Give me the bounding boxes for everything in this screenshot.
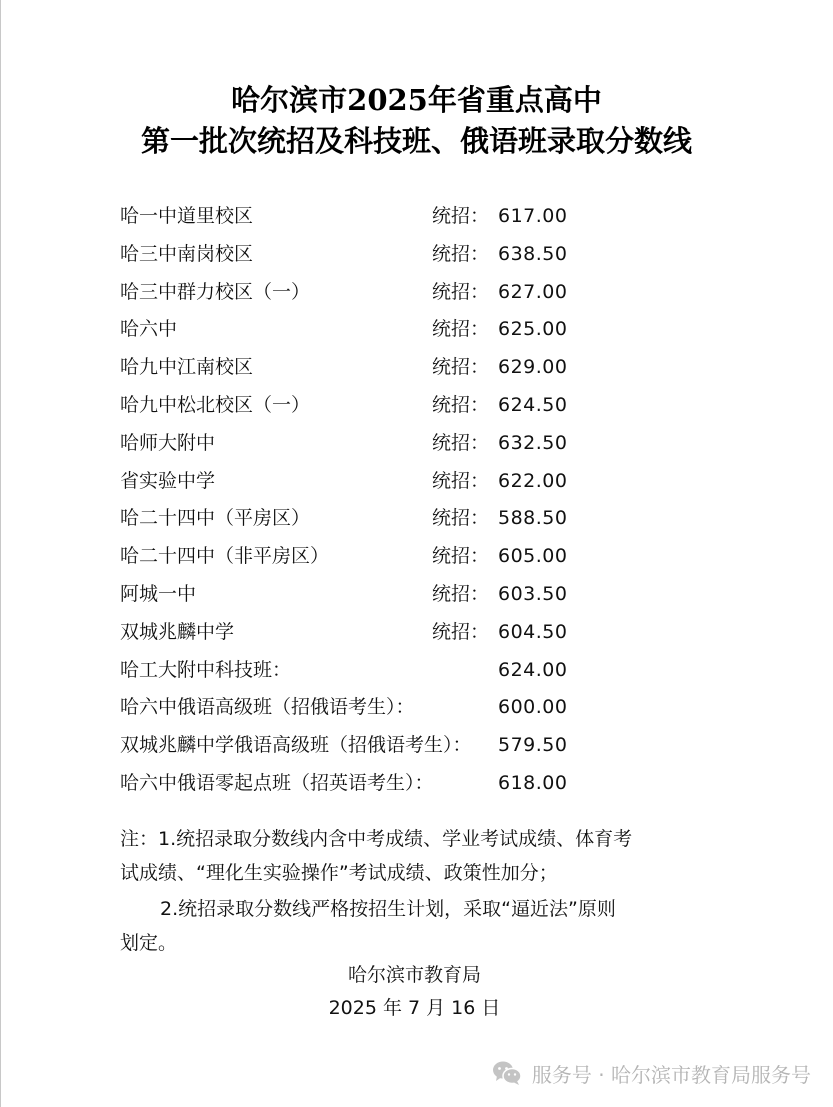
cutoff-score: 622.00 xyxy=(498,469,568,492)
score-row xyxy=(120,766,760,804)
score-row xyxy=(120,653,760,691)
admission-category: 统招： xyxy=(432,242,490,265)
school-name: 哈六中俄语零起点班（招英语考生）： xyxy=(120,771,434,794)
admission-category: 统招： xyxy=(432,545,490,568)
title-line-1: 哈尔滨市2025年省重点高中 xyxy=(231,83,602,117)
school-name: 双城兆麟中学 xyxy=(120,620,235,643)
school-name: 哈六中俄语高级班（招俄语考生）： xyxy=(120,696,415,719)
watermark xyxy=(492,1057,811,1089)
score-row xyxy=(120,388,760,426)
cutoff-score: 603.50 xyxy=(498,582,568,605)
score-row xyxy=(120,199,760,237)
cutoff-score: 600.00 xyxy=(498,696,568,719)
school-name: 双城兆麟中学俄语高级班（招俄语考生）： xyxy=(120,734,472,757)
admission-category: 统招： xyxy=(432,582,490,605)
school-name: 哈二十四中（非平房区） xyxy=(120,545,330,568)
score-row xyxy=(120,275,760,313)
score-row xyxy=(120,312,760,350)
issue-date: 2025 年 7 月 16 日 xyxy=(328,997,501,1019)
cutoff-score: 629.00 xyxy=(498,356,568,379)
note-line-3: 2.统招录取分数线严格按招生计划，采取“逼近法”原则 xyxy=(160,898,616,920)
cutoff-score: 588.50 xyxy=(498,507,568,530)
score-row xyxy=(120,426,760,464)
score-row xyxy=(120,539,760,577)
score-list xyxy=(120,199,760,804)
admission-category: 统招： xyxy=(432,507,490,530)
wechat-icon xyxy=(492,1060,522,1086)
score-row xyxy=(120,615,760,653)
score-row xyxy=(120,501,760,539)
school-name: 哈三中群力校区（一） xyxy=(120,280,311,303)
note-line-1: 注：1.统招录取分数线内含中考成绩、学业考试成绩、体育考 xyxy=(120,828,633,850)
school-name: 哈三中南岗校区 xyxy=(120,242,254,265)
watermark-text: 服务号 · 哈尔滨市教育局服务号 xyxy=(531,1062,811,1087)
cutoff-score: 618.00 xyxy=(498,771,568,794)
school-name: 哈九中江南校区 xyxy=(120,356,254,379)
admission-category: 统招： xyxy=(432,280,490,303)
cutoff-score: 624.50 xyxy=(498,393,568,416)
admission-category: 统招： xyxy=(432,318,490,341)
admission-category: 统招： xyxy=(432,205,490,227)
school-name: 哈一中道里校区 xyxy=(120,205,254,227)
cutoff-score: 579.50 xyxy=(498,734,568,757)
school-name: 哈师大附中 xyxy=(120,431,216,454)
admission-category: 统招： xyxy=(432,431,490,454)
cutoff-score: 638.50 xyxy=(498,242,568,265)
note-line-2: 试成绩、“理化生实验操作”考试成绩、政策性加分； xyxy=(120,862,558,884)
admission-category: 统招： xyxy=(432,620,490,643)
cutoff-score: 624.00 xyxy=(498,658,568,681)
score-row xyxy=(120,690,760,728)
issuer-name: 哈尔滨市教育局 xyxy=(347,964,481,986)
cutoff-score: 627.00 xyxy=(498,280,568,303)
school-name: 哈六中 xyxy=(120,318,178,341)
school-name: 哈二十四中（平房区） xyxy=(120,507,311,530)
cutoff-score: 625.00 xyxy=(498,318,568,341)
score-row xyxy=(120,577,760,615)
cutoff-score: 632.50 xyxy=(498,431,568,454)
title-line-2: 第一批次统招及科技班、俄语班录取分数线 xyxy=(140,124,692,158)
school-name: 阿城一中 xyxy=(120,582,197,605)
score-row xyxy=(120,728,760,766)
cutoff-score: 604.50 xyxy=(498,620,568,643)
admission-category: 统招： xyxy=(432,393,490,416)
admission-category: 统招： xyxy=(432,469,490,492)
score-row xyxy=(120,237,760,275)
cutoff-score: 617.00 xyxy=(498,205,568,227)
cutoff-score: 605.00 xyxy=(498,545,568,568)
admission-category: 统招： xyxy=(432,356,490,379)
score-row xyxy=(120,464,760,502)
note-line-4: 划定。 xyxy=(120,932,178,954)
score-row xyxy=(120,350,760,388)
school-name: 哈九中松北校区（一） xyxy=(120,393,311,416)
school-name: 哈工大附中科技班： xyxy=(120,658,292,681)
school-name: 省实验中学 xyxy=(120,469,216,492)
